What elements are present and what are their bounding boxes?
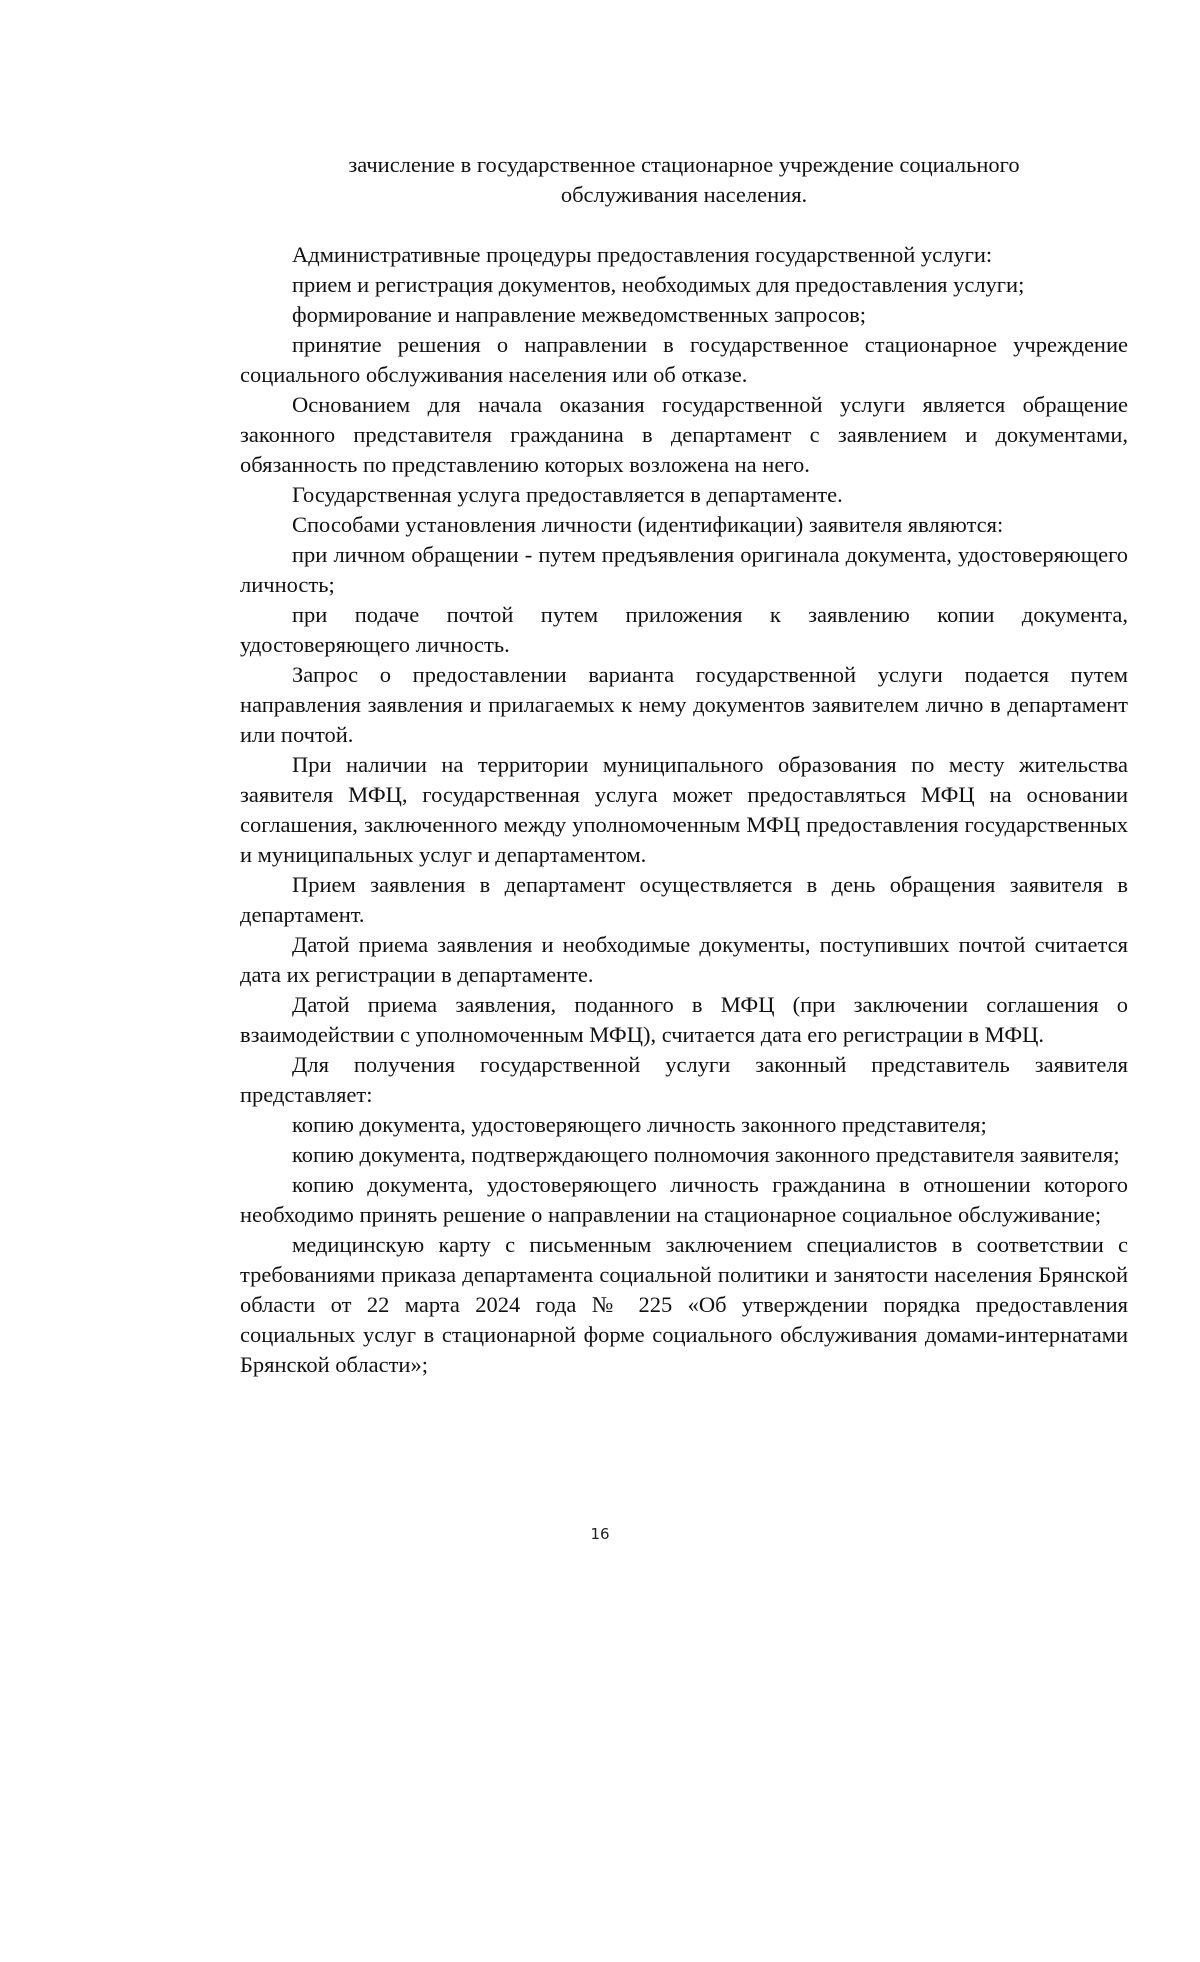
paragraph: Запрос о предоставлении варианта государственной услуги подается путем направления заявления и прилагаемых к нему документов заявителем лично в департамент или почтой. [240, 662, 1128, 747]
paragraph: при подаче почтой путем приложения к заявлению копии документа, удостоверяющего личность. [240, 602, 1128, 657]
heading-line: обслуживания населения. [560, 182, 808, 207]
paragraph: При наличии на территории муниципального образования по месту жительства заявителя МФЦ, государственная услуга может предоставляться МФЦ на основании соглашения, заключенного между уполномоченным МФЦ предоставления государственных и муниципальных услуг и департаментом. [240, 752, 1128, 867]
paragraph: Государственная услуга предоставляется в департаменте. [292, 482, 843, 507]
paragraph: прием и регистрация документов, необходимых для предоставления услуги; [292, 272, 1025, 297]
paragraph: принятие решения о направлении в государственное стационарное учреждение социального обслуживания населения или об отказе. [240, 332, 1128, 387]
heading-line: зачисление в государственное стационарное учреждение социального [348, 152, 1020, 177]
paragraph: копию документа, подтверждающего полномочия законного представителя заявителя; [292, 1142, 1120, 1167]
page-number: 16 [590, 1525, 610, 1543]
paragraph: Административные процедуры предоставления государственной услуги: [292, 242, 993, 267]
document-body [240, 150, 1128, 1380]
paragraph: Основанием для начала оказания государственной услуги является обращение законного представителя гражданина в департамент с заявлением и документами, обязанность по представлению которых возложена на него. [240, 392, 1128, 477]
heading-continuation [240, 150, 1128, 210]
paragraph: при личном обращении - путем предъявления оригинала документа, удостоверяющего личность; [240, 542, 1128, 597]
paragraph: Способами установления личности (идентификации) заявителя являются: [292, 512, 1004, 537]
paragraph: Для получения государственной услуги законный представитель заявителя представляет: [240, 1052, 1128, 1107]
paragraph: Датой приема заявления, поданного в МФЦ (при заключении соглашения о взаимодействии с уполномоченным МФЦ), считается дата его регистрации в МФЦ. [240, 992, 1128, 1047]
paragraph: формирование и направление межведомственных запросов; [292, 302, 867, 327]
paragraph: Прием заявления в департамент осуществляется в день обращения заявителя в департамент. [240, 872, 1128, 927]
paragraph: копию документа, удостоверяющего личность гражданина в отношении которого необходимо принять решение о направлении на стационарное социальное обслуживание; [240, 1172, 1128, 1227]
spacer [240, 210, 1128, 240]
paragraph: копию документа, удостоверяющего личность законного представителя; [292, 1112, 987, 1137]
paragraph: Датой приема заявления и необходимые документы, поступивших почтой считается дата их регистрации в департаменте. [240, 932, 1128, 987]
paragraph: медицинскую карту с письменным заключением специалистов в соответствии с требованиями приказа департамента социальной политики и занятости населения Брянской области от 22 марта 2024 года № 225 «Об утверждении порядка предоставления социальных услуг в стационарной форме социального обслуживания домами-интернатами Брянской области»; [240, 1232, 1128, 1377]
